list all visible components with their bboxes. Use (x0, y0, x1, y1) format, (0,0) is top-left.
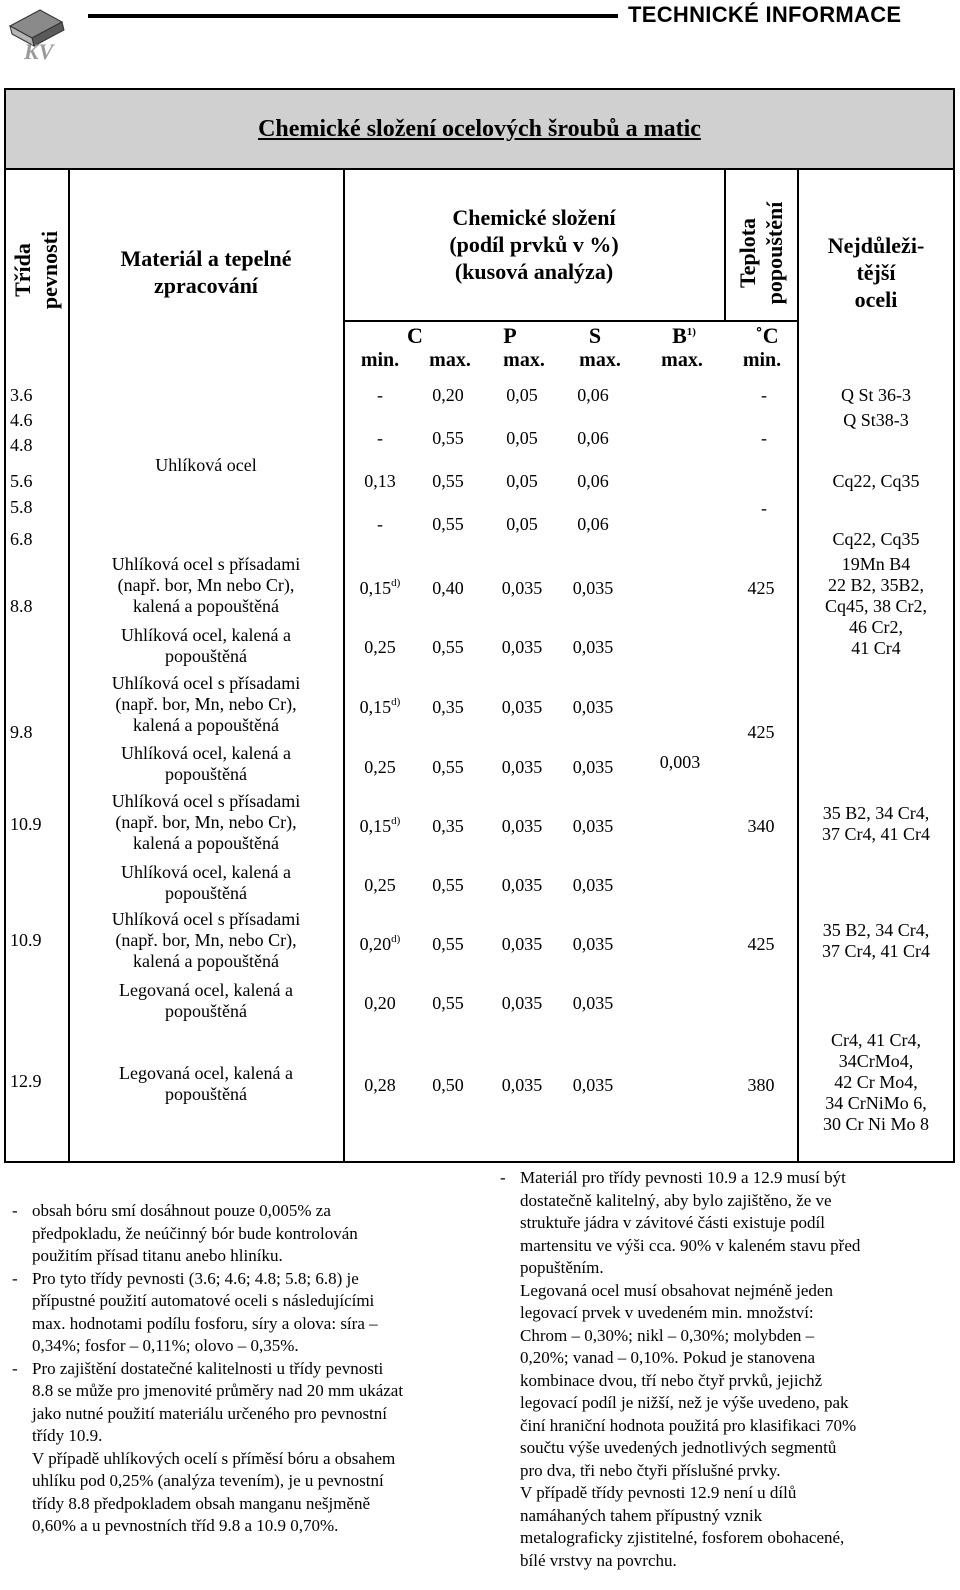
grid-line (343, 170, 345, 1163)
notes-right (496, 1167, 958, 1572)
material-quenched: Uhlíková ocel, kalená a popouštěná (121, 743, 291, 784)
material-alloyed: Uhlíková ocel s přísadami (např. bor, Mn, nebo Cr), kalená a popouštěná (111, 791, 301, 853)
steel-grades-129: Cr4, 41 Cr4, 34CrMo4, 42 Cr Mo4, 34 CrNiMo 6, 30 Cr Ni Mo 8 (822, 1030, 929, 1134)
col-header-chem: Chemické složení (podíl prvků v %) (kusová analýza) (449, 205, 619, 284)
steel-grades-109: 35 B2, 34 Cr4, 37 Cr4, 41 Cr4 (822, 803, 930, 844)
col-header-class: Třída pevnosti (10, 230, 62, 310)
class-label: 9.8 (10, 722, 33, 742)
svg-text:KV: KV (24, 39, 54, 62)
temp-value: 425 (747, 934, 775, 954)
el-c: C (407, 323, 423, 348)
steel-grades-88: 19Mn B4 22 B2, 35B2, Cq45, 38 Cr2, 46 Cr2, 41 Cr4 (824, 554, 927, 658)
steel-grade: Cq22, Cq35 (832, 529, 920, 549)
sub-max: max. (579, 349, 621, 371)
note-item: - Pro tyto třídy pevnosti (3.6; 4.6; 4.8; 5.8; 6.8) je přípustné použití automatové oceli s následujícími max. hodnotami podílu fosforu, síry a olova: síra – 0,34%; fosfor – 0,11%; olovo – 0,35%. (12, 1268, 378, 1355)
steel-grades-109: 35 B2, 34 Cr4, 37 Cr4, 41 Cr4 (822, 920, 930, 961)
temp-value: 425 (747, 722, 775, 742)
header-rule (88, 14, 618, 18)
company-logo (6, 4, 78, 62)
sub-max: max. (661, 349, 703, 371)
material-alloy-quenched: Legovaná ocel, kalená a popouštěná (119, 980, 293, 1021)
steel-grade: Q St38-3 (843, 410, 909, 430)
col-header-steels: Nejdůleži- tější oceli (827, 233, 925, 312)
material-quenched: Uhlíková ocel, kalená a popouštěná (121, 862, 291, 903)
note-item: - obsah bóru smí dosáhnout pouze 0,005% za předpokladu, že neúčinný bór bude kontrolován použitím přísad titanu anebo hliníku. (12, 1201, 358, 1265)
note-item: - Materiál pro třídy pevnosti 10.9 a 12.9 musí být dostatečně kalitelný, aby bylo zajištěno, že ve struktuře jádra v závitové části existuje podíl martensitu ve výši cca. 90% v kaleném stavu před popuštěním. Legovaná ocel musí obsahovat nejméně jeden legovací prvek v uvedeném min. množství: Chrom – 0,30%; nikl – 0,30%; molybden – 0,20%; vanad – 0,10%. Pokud je stanovena kombinace dvou, tří nebo čtyř prvků, jejichž legovací podíl je nižší, než je výše uvedeno, pak činí hraniční hodnota použitá pro klasifikaci 70% součtu výše uvedených jednotlivých segmentů pro dva, tři nebo čtyři příslušné prvky. V případě třídy pevnosti 12.9 není u dílů namáhaných tahem přípustný vznik metalograficky zjistitelné, fosforem obohacené, bílé vrstvy na povrchu. (500, 1168, 861, 1570)
material-alloyed: Uhlíková ocel s přísadami (např. bor, Mn, nebo Cr), kalená a popouštěná (111, 909, 301, 971)
table-title: Chemické složení ocelových šroubů a matic (258, 116, 701, 142)
class-label: 10.9 (10, 814, 42, 834)
temp-value: - (761, 428, 767, 448)
sub-max: max. (503, 349, 545, 371)
class-label: 8.8 (10, 596, 33, 616)
el-p: P (503, 323, 517, 348)
temp-value: - (761, 498, 767, 518)
grid-line (724, 170, 726, 321)
el-s: S (588, 323, 602, 348)
class-label: 4.8 (10, 435, 33, 455)
class-label: 5.8 (10, 497, 33, 517)
col-header-material: Materiál a tepelné zpracování (120, 246, 292, 298)
steel-grade: Cq22, Cq35 (832, 471, 920, 491)
temp-value: - (761, 385, 767, 405)
note-item: - Pro zajištění dostatečné kalitelnosti u třídy pevnosti 8.8 se může pro jmenovité průměry nad 20 mm ukázat jako nutné použití materiálu určeného pro pevnostní třídy 10.9. V případě uhlíkových ocelí s příměsí bóru a obsahem uhlíku pod 0,25% (analýza tevením), je u pevnostní třídy 8.8 předpokladem obsah manganu nešjměně 0,60% a u pevnostních tříd 9.8 a 10.9 0,70%. (12, 1358, 404, 1535)
material-quenched: Uhlíková ocel, kalená a popouštěná (121, 625, 291, 666)
grid-line (797, 170, 799, 1163)
class-label: 12.9 (10, 1071, 42, 1091)
material-alloyed: Uhlíková ocel s přísadami (např. bor, Mn, nebo Cr), kalená a popouštěná (111, 673, 301, 735)
boron-max: 0,003 (659, 752, 701, 772)
el-b: $B^{1)}$ (672, 323, 696, 348)
notes-left (8, 1200, 483, 1538)
material-alloy-quenched: Legovaná ocel, kalená a popouštěná (119, 1063, 293, 1104)
class-label: 5.6 (10, 471, 33, 491)
sub-min: min. (742, 349, 782, 371)
table-title-band (4, 88, 955, 170)
steel-grade: Q St 36-3 (840, 385, 911, 405)
col-header-temp: Teplota popouštění (735, 201, 787, 305)
sub-max: max. (429, 349, 471, 371)
class-label: 3.6 (10, 385, 33, 405)
class-label: 10.9 (10, 930, 42, 950)
temp-value: 425 (747, 578, 775, 598)
temp-value: 340 (747, 816, 775, 836)
material-alloyed: Uhlíková ocel s přísadami (např. bor, Mn nebo Cr), kalená a popouštěná (111, 554, 301, 616)
class-label: 4.6 (10, 410, 33, 430)
el-temp-unit: ˚C (755, 323, 779, 348)
sub-min: min. (360, 349, 400, 371)
page-header-title: TECHNICKÉ INFORMACE (628, 2, 902, 27)
material-carbon: Uhlíková ocel (155, 455, 257, 475)
class-label: 6.8 (10, 529, 33, 549)
temp-value: 380 (747, 1075, 775, 1095)
